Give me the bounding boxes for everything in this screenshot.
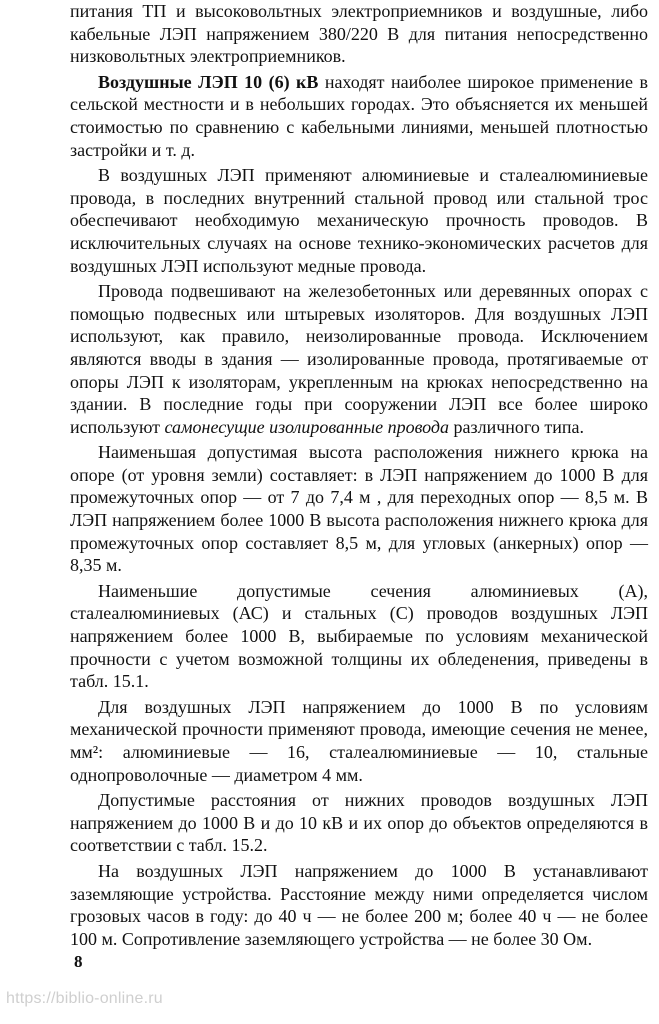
paragraph-9-text: На воздушных ЛЭП напряжением до 1000 В устанавливают заземляющие устройства. Расстояние между ними определяется числом грозовых часов в году: до 40 ч — не более 200 м; более 40 ч — не более 100 м. Сопротивление заземляющего устройства — не более 30 Ом. [70, 860, 648, 949]
paragraph-2-lead: Воздушные ЛЭП 10 (6) кВ [98, 71, 319, 92]
paragraph-3 [70, 164, 648, 277]
paragraph-1-text: питания ТП и высоковольтных электроприемников и воздушные, либо кабельные ЛЭП напряжением 380/220 В для питания непосредственно низковольтных электроприемников. [70, 1, 648, 67]
paragraph-8 [70, 789, 648, 857]
paragraph-3-text: В воздушных ЛЭП применяют алюминиевые и сталеалюминиевые провода, в последних внутренний стальной провод или стальной трос обеспечивают необходимую механическую прочность проводов. В исключительных случаях на основе технико-экономических расчетов для воздушных ЛЭП используют медные провода. [70, 165, 648, 276]
paragraph-4 [70, 280, 648, 438]
page-number: 8 [74, 952, 83, 971]
paragraph-6 [70, 580, 648, 693]
paragraph-4-text: Провода подвешивают на железобетонных или деревянных опорах с помощью подвесных или штыревых изоляторов. Для воздушных ЛЭП используют, как правило, неизолированные провода. Исключением являются вводы в здания — изолированные провода, протягиваемые от опоры ЛЭП к изоляторам, укрепленным на крюках непосредственно на здании. В последние годы при сооружении ЛЭП все более широко используют [70, 281, 648, 437]
paragraph-5-text: Наименьшая допустимая высота расположения нижнего крюка на опоре (от уровня земли) составляет: в ЛЭП напряжением до 1000 В для промежуточных опор — от 7 до 7,4 м , для переходных опор — 8,5 м. В ЛЭП напряжением более 1000 В высота расположения нижнего крюка для промежуточных опор составляет 8,5 м, для угловых (анкерных) опор — 8,35 м. [70, 442, 648, 576]
paragraph-4-tail: различного типа. [449, 416, 584, 437]
paragraph-7 [70, 696, 648, 786]
paragraph-9 [70, 860, 648, 950]
paragraph-2-text: находят наиболее широкое применение в сельской местности и в небольших городах. Это объясняется их меньшей стоимостью по сравнению с кабельными линиями, меньшей плотностью застройки и т. д. [70, 71, 648, 160]
document-page [70, 0, 648, 950]
paragraph-5 [70, 441, 648, 577]
paragraph-4-italic: самонесущие изолированные провода [164, 416, 450, 437]
paragraph-2 [70, 71, 648, 161]
source-watermark: https://biblio-online.ru [6, 990, 163, 1007]
paragraph-1 [70, 0, 648, 68]
paragraph-8-text: Допустимые расстояния от нижних проводов воздушных ЛЭП напряжением до 1000 В и до 10 кВ и их опор до объектов определяются в соответствии с табл. 15.2. [70, 790, 648, 856]
paragraph-7-text: Для воздушных ЛЭП напряжением до 1000 В по условиям механической прочности применяют провода, имеющие сечения не менее, мм²: алюминиевые — 16, сталеалюминиевые — 10, стальные однопроволочные — диаметром 4 мм. [70, 696, 648, 785]
paragraph-6-text: Наименьшие допустимые сечения алюминиевых (А), сталеалюминиевых (АС) и стальных (С) проводов воздушных ЛЭП напряжением более 1000 В, выбираемые по условиям механической прочности с учетом возможной толщины их обледенения, приведены в табл. 15.1. [70, 580, 648, 692]
